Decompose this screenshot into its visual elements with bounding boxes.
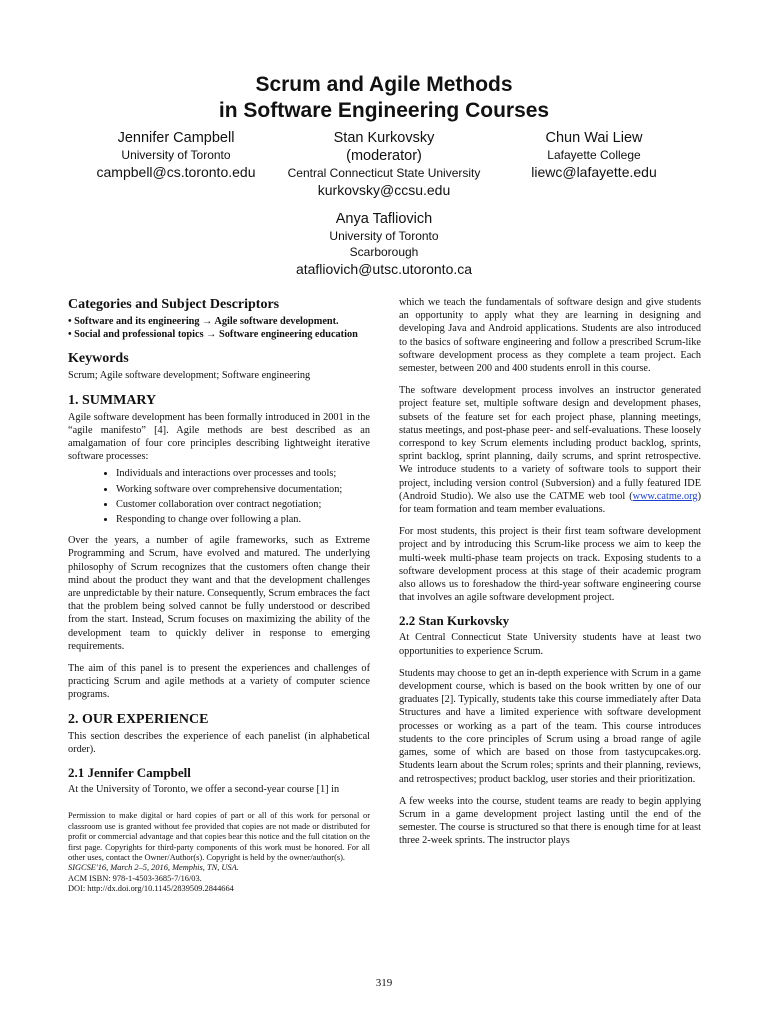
author-affiliation: Central Connecticut State University (287, 166, 481, 180)
experience-paragraph: This section describes the experience of each panelist (in alphabetical order). (68, 730, 370, 755)
conference-info: SIGCSE'16, March 2–5, 2016, Memphis, TN, USA. (68, 863, 239, 873)
summary-paragraph: Agile software development has been formally introduced in 2001 in the “agile manifesto” [4]. Agile methods are best described as an amalgamation of four core principles describing lightweight iterative software processes: (68, 411, 370, 463)
author-block-tafliovich (264, 210, 504, 278)
author-email: atafliovich@utsc.utoronto.ca (295, 261, 473, 277)
permission-notice: Permission to make digital or hard copies of part or all of this work for personal or classroom use is granted without fee provided that copies are not made or distributed for profit or commercial advantage and that copies bear this notice and the full citation on the first page. Copyrights for third-party components of this work must be honored. For all other uses, contact the Owner/Author(s). Copyright is held by the owner/author(s). (68, 811, 370, 862)
author-affiliation: University of Toronto (329, 229, 439, 243)
author-affiliation: University of Toronto (121, 148, 231, 162)
kurkovsky-heading: 2.2 Stan Kurkovsky (399, 613, 510, 629)
paragraph-text: ) for team formation and team member evaluations. (399, 490, 701, 516)
isbn: ACM ISBN: 978-1-4503-3685-7/16/03. (68, 873, 202, 883)
catme-link[interactable]: www.catme.org (632, 490, 698, 502)
author-role: (moderator) (346, 148, 422, 164)
paper-title-line1: Scrum and Agile Methods (255, 73, 513, 96)
category-item: • Social and professional topics → Software engineering education (68, 329, 358, 341)
keywords-text: Scrum; Agile software development; Software engineering (68, 370, 311, 382)
list-item: • Responding to change over following a plan. (116, 513, 370, 526)
campbell-heading: 2.1 Jennifer Campbell (68, 765, 191, 781)
principles-list (68, 467, 370, 526)
author-block-liew (504, 129, 684, 181)
campbell-paragraph: which we teach the fundamentals of software design and give students an opportunity to apply what they are learning in designing and developing Java and Android applications. Students are also introduced to the basics of software engineering and follow a prescribed Scrum-like software development process as they complete a team project. Each semester, between 200 and 400 students enroll in this course. (399, 297, 701, 375)
page-number: 319 (375, 977, 393, 989)
author-name: Stan Kurkovsky (333, 130, 435, 146)
doi: DOI: http://dx.doi.org/10.1145/2839509.2844664 (68, 884, 234, 894)
author-email: kurkovsky@ccsu.edu (317, 182, 451, 198)
list-item: • Customer collaboration over contract negotiation; (116, 498, 370, 511)
author-block-campbell (86, 129, 266, 181)
author-email: campbell@cs.toronto.edu (96, 164, 256, 180)
campbell-paragraph (399, 384, 701, 516)
author-email: liewc@lafayette.edu (531, 164, 657, 180)
summary-heading: 1. SUMMARY (68, 392, 157, 408)
paper-title-line2: in Software Engineering Courses (218, 99, 550, 122)
author-name: Anya Tafliovich (335, 211, 433, 227)
author-affiliation-2: Scarborough (349, 245, 419, 259)
categories-heading: Categories and Subject Descriptors (68, 297, 280, 312)
experience-heading: 2. OUR EXPERIENCE (68, 711, 209, 727)
campbell-paragraph: For most students, this project is their first team software development project and by introducing this Scrum-like process we aim to keep the multi-week multi-phase team projects on track. Exposing students to a software development process at this stage of their academic program also allows us to foreshadow the third-year software engineering course that involves an agile software development project. (399, 526, 701, 604)
campbell-paragraph: At the University of Toronto, we offer a second-year course [1] in (68, 784, 340, 796)
right-column (399, 296, 701, 857)
kurkovsky-paragraph: Students may choose to get an in-depth experience with Scrum in a game development course, which is based on the book written by one of our graduates [2]. Typically, students take this course immediately after Data Structures and have a limited experience with software development processes or working as a part of the team. This course introduces students to the core principles of Scrum using a broad range of agile games, some of which are based on those from tastycupcakes.org. Students learn about the Scrum roles; sprints and their planning, reviews, and retrospectives; product backlog, user stories and their prioritization. (399, 667, 701, 785)
list-item: • Working software over comprehensive documentation; (116, 483, 370, 496)
paragraph-text: The software development process involves an instructor generated project feature set, multiple software design and development phases, subsets of the feature set for each project phase, planning meetings, status meetings, and post-phase peer- and self-evaluations. These loosely correspond to key Scrum elements including product backlog, sprints, sprint backlog, sprint planning, daily scrums, and sprint retrospective. We introduce students to a variety of software tools to support their project, including version control (Subversion) and a fully featured IDE (Android Studio). We also use the CATME web tool ( (399, 385, 701, 502)
summary-paragraph: The aim of this panel is to present the experiences and challenges of practicing Scrum and agile methods at a variety of computer science programs. (68, 663, 370, 701)
kurkovsky-paragraph: At Central Connecticut State University students have at least two opportunities to experience Scrum. (399, 632, 701, 657)
summary-paragraph: Over the years, a number of agile frameworks, such as Extreme Programming and Scrum, have evolved and matured. The underlying philosophy of Scrum recognizes that the customers often change their mind about the product they want and that the development challenges are unpredictable by their nature. Consequently, Scrum embraces the fact that the problem being solved cannot be fully understood or described from the start. Instead, Scrum focuses on maximizing the ability of the development team to quickly deliver in response to emerging requirements. (68, 535, 370, 652)
kurkovsky-paragraph: A few weeks into the course, student teams are ready to begin applying Scrum in a game development project lasting until the end of the semester. The course is structured so that there is enough time for at least three 2-week sprints. The instructor plays (399, 795, 701, 847)
category-item: • Software and its engineering → Agile software development. (68, 316, 339, 327)
list-item: • Individuals and interactions over processes and tools; (116, 467, 370, 480)
author-block-kurkovsky (274, 129, 494, 199)
keywords-heading: Keywords (68, 351, 129, 367)
left-column (68, 296, 370, 895)
author-name: Chun Wai Liew (545, 130, 643, 146)
author-name: Jennifer Campbell (117, 130, 235, 146)
author-affiliation: Lafayette College (547, 148, 641, 162)
